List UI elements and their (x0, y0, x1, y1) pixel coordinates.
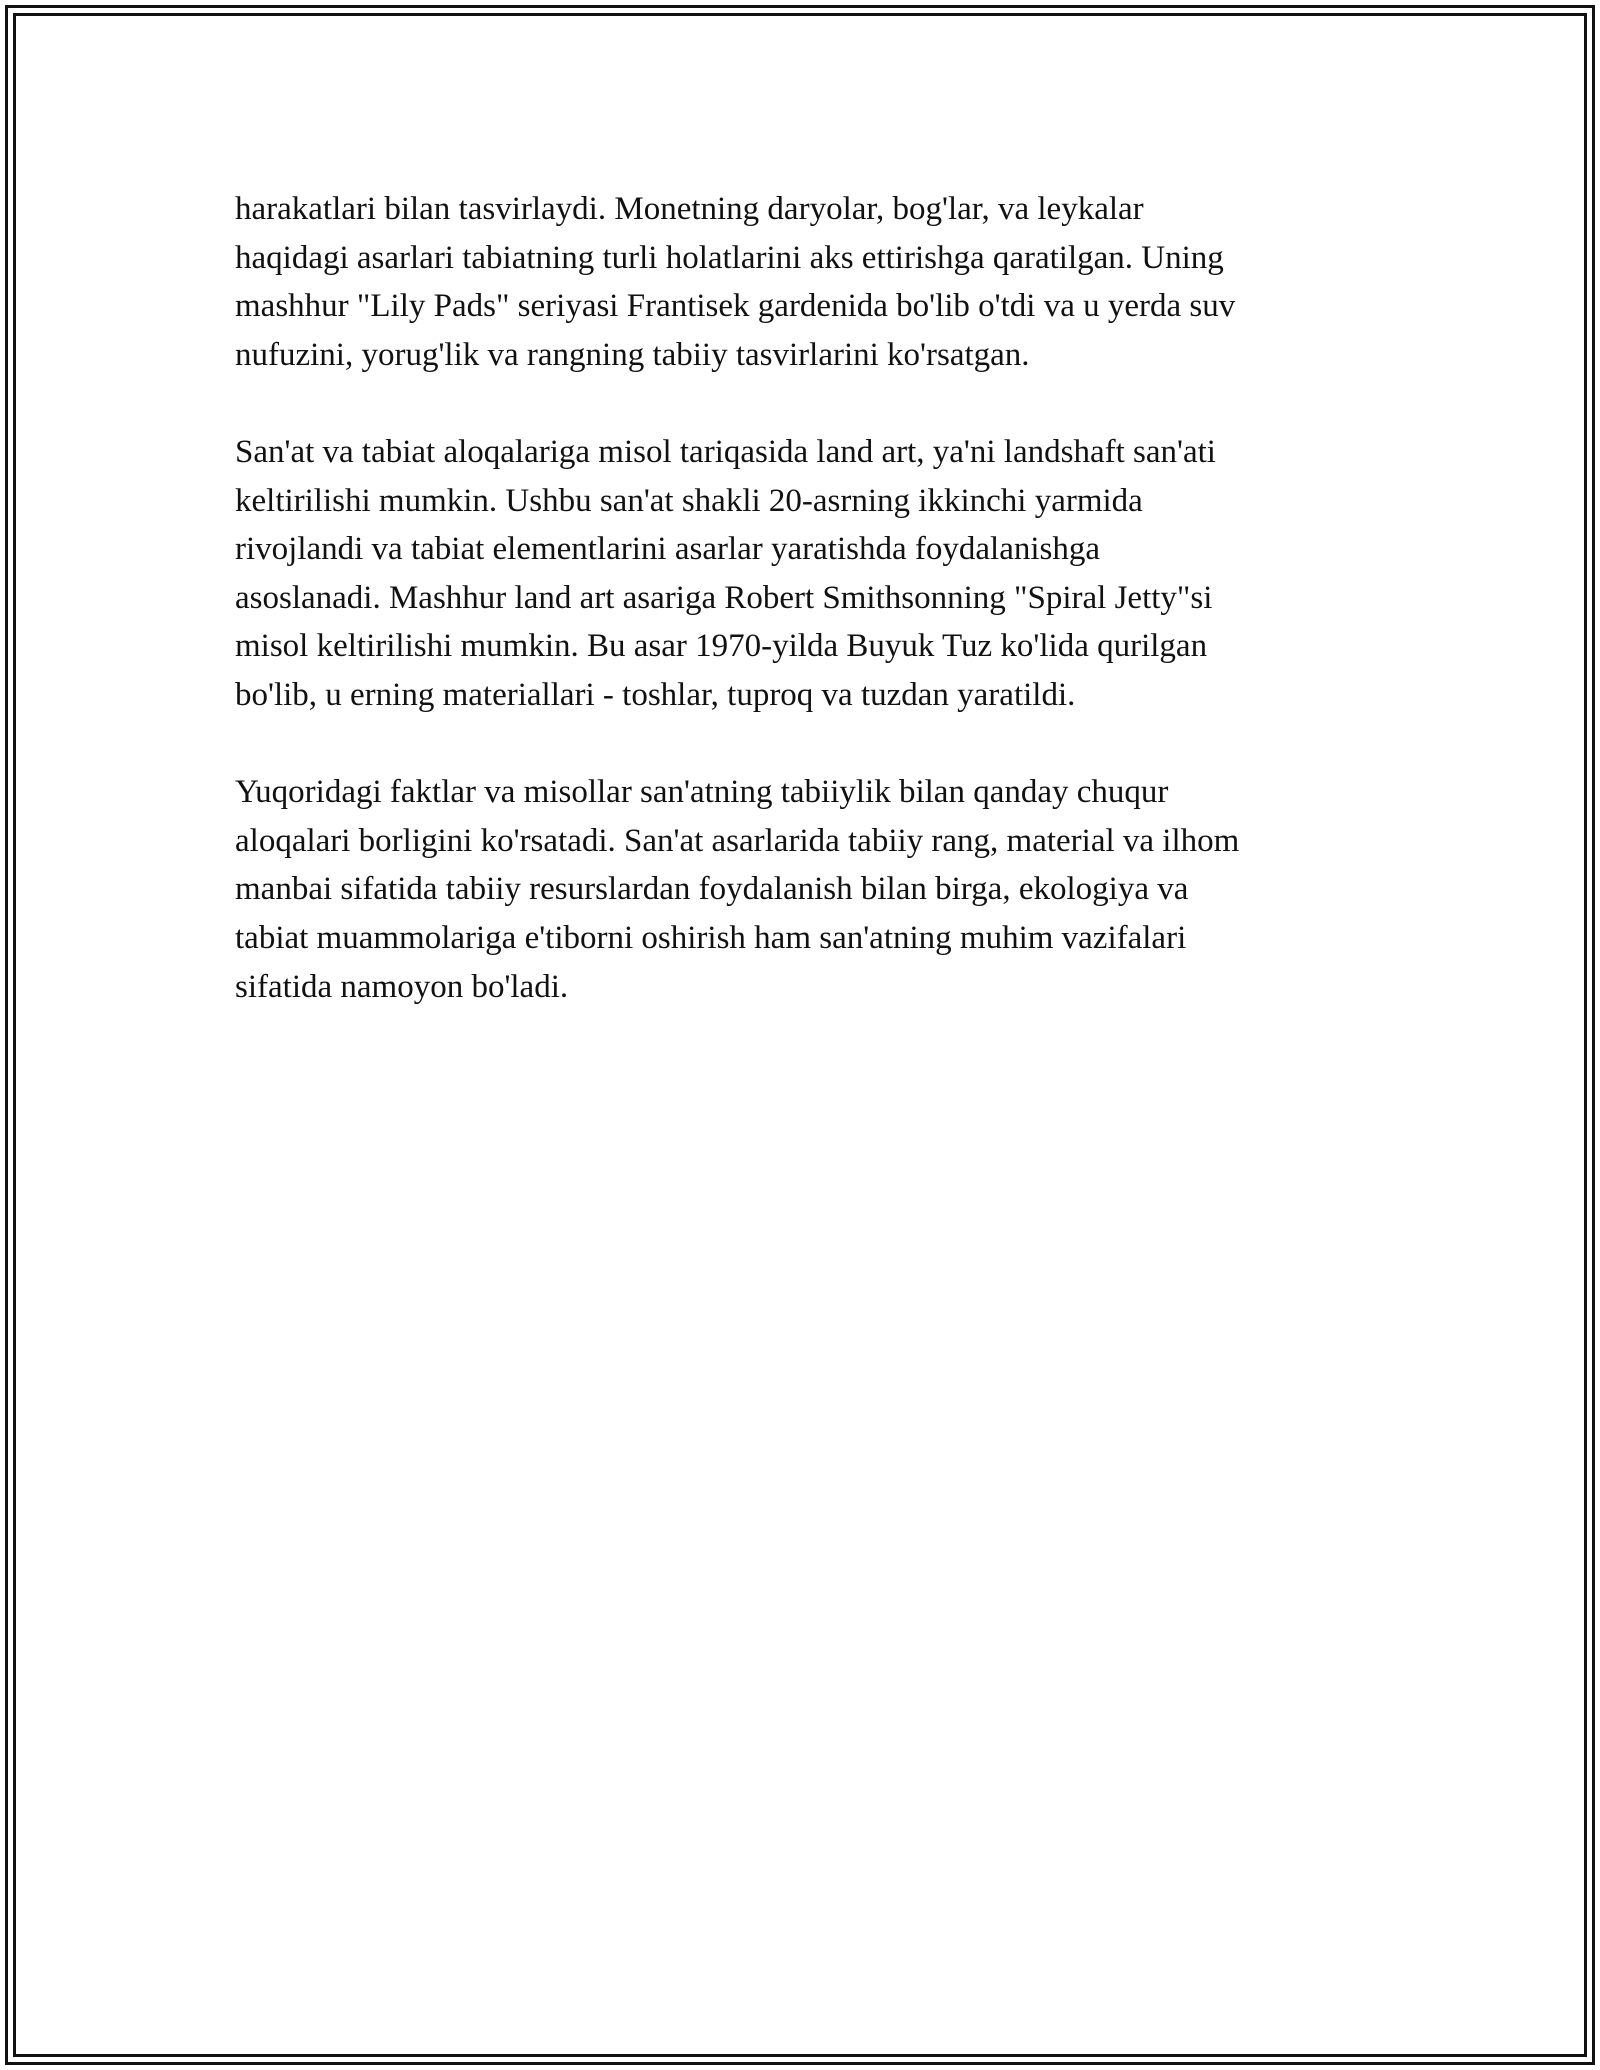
text-line: keltirilishi mumkin. Ushbu san'at shakli 20-asrning ikkinchi yarmida (235, 482, 1143, 519)
text-line: harakatlari bilan tasvirlaydi. Monetning daryolar, bog'lar, va leykalar (235, 191, 1144, 227)
text-line: bo'lib, u erning materiallari - toshlar, tuproq va tuzdan yaratildi. (235, 676, 1076, 713)
text-line: San'at va tabiat aloqalariga misol tariqasida land art, ya'ni landshaft san'ati (235, 433, 1216, 470)
paragraph-3 (235, 768, 1365, 1011)
text-line: nufuzini, yorug'lik va rangning tabiiy tasvirlarini ko'rsatgan. (235, 336, 1030, 373)
paragraph-2 (235, 428, 1365, 720)
text-line: sifatida namoyon bo'ladi. (235, 968, 569, 1005)
document-body (235, 185, 1365, 1060)
text-line: rivojlandi va tabiat elementlarini asarlar yaratishda foydalanishga (235, 531, 1100, 568)
text-line: misol keltirilishi mumkin. Bu asar 1970-yilda Buyuk Tuz ko'lida qurilgan (235, 628, 1208, 665)
text-line: Yuqoridagi faktlar va misollar san'atning tabiiylik bilan qanday chuqur (235, 774, 1169, 811)
text-line: asoslanadi. Mashhur land art asariga Robert Smithsonning "Spiral Jetty"si (235, 579, 1213, 616)
text-line: manbai sifatida tabiiy resurslardan foydalanish bilan birga, ekologiya va (235, 871, 1189, 908)
text-line: aloqalari borligini ko'rsatadi. San'at asarlarida tabiiy rang, material va ilhom (235, 822, 1240, 859)
text-line: mashhur "Lily Pads" seriyasi Frantisek gardenida bo'lib o'tdi va u yerda suv (235, 288, 1236, 325)
text-line: tabiat muammolariga e'tiborni oshirish ham san'atning muhim vazifalari (235, 919, 1187, 956)
paragraph-1 (235, 185, 1365, 379)
text-line: haqidagi asarlari tabiatning turli holatlarini aks ettirishga qaratilgan. Uning (235, 239, 1224, 276)
